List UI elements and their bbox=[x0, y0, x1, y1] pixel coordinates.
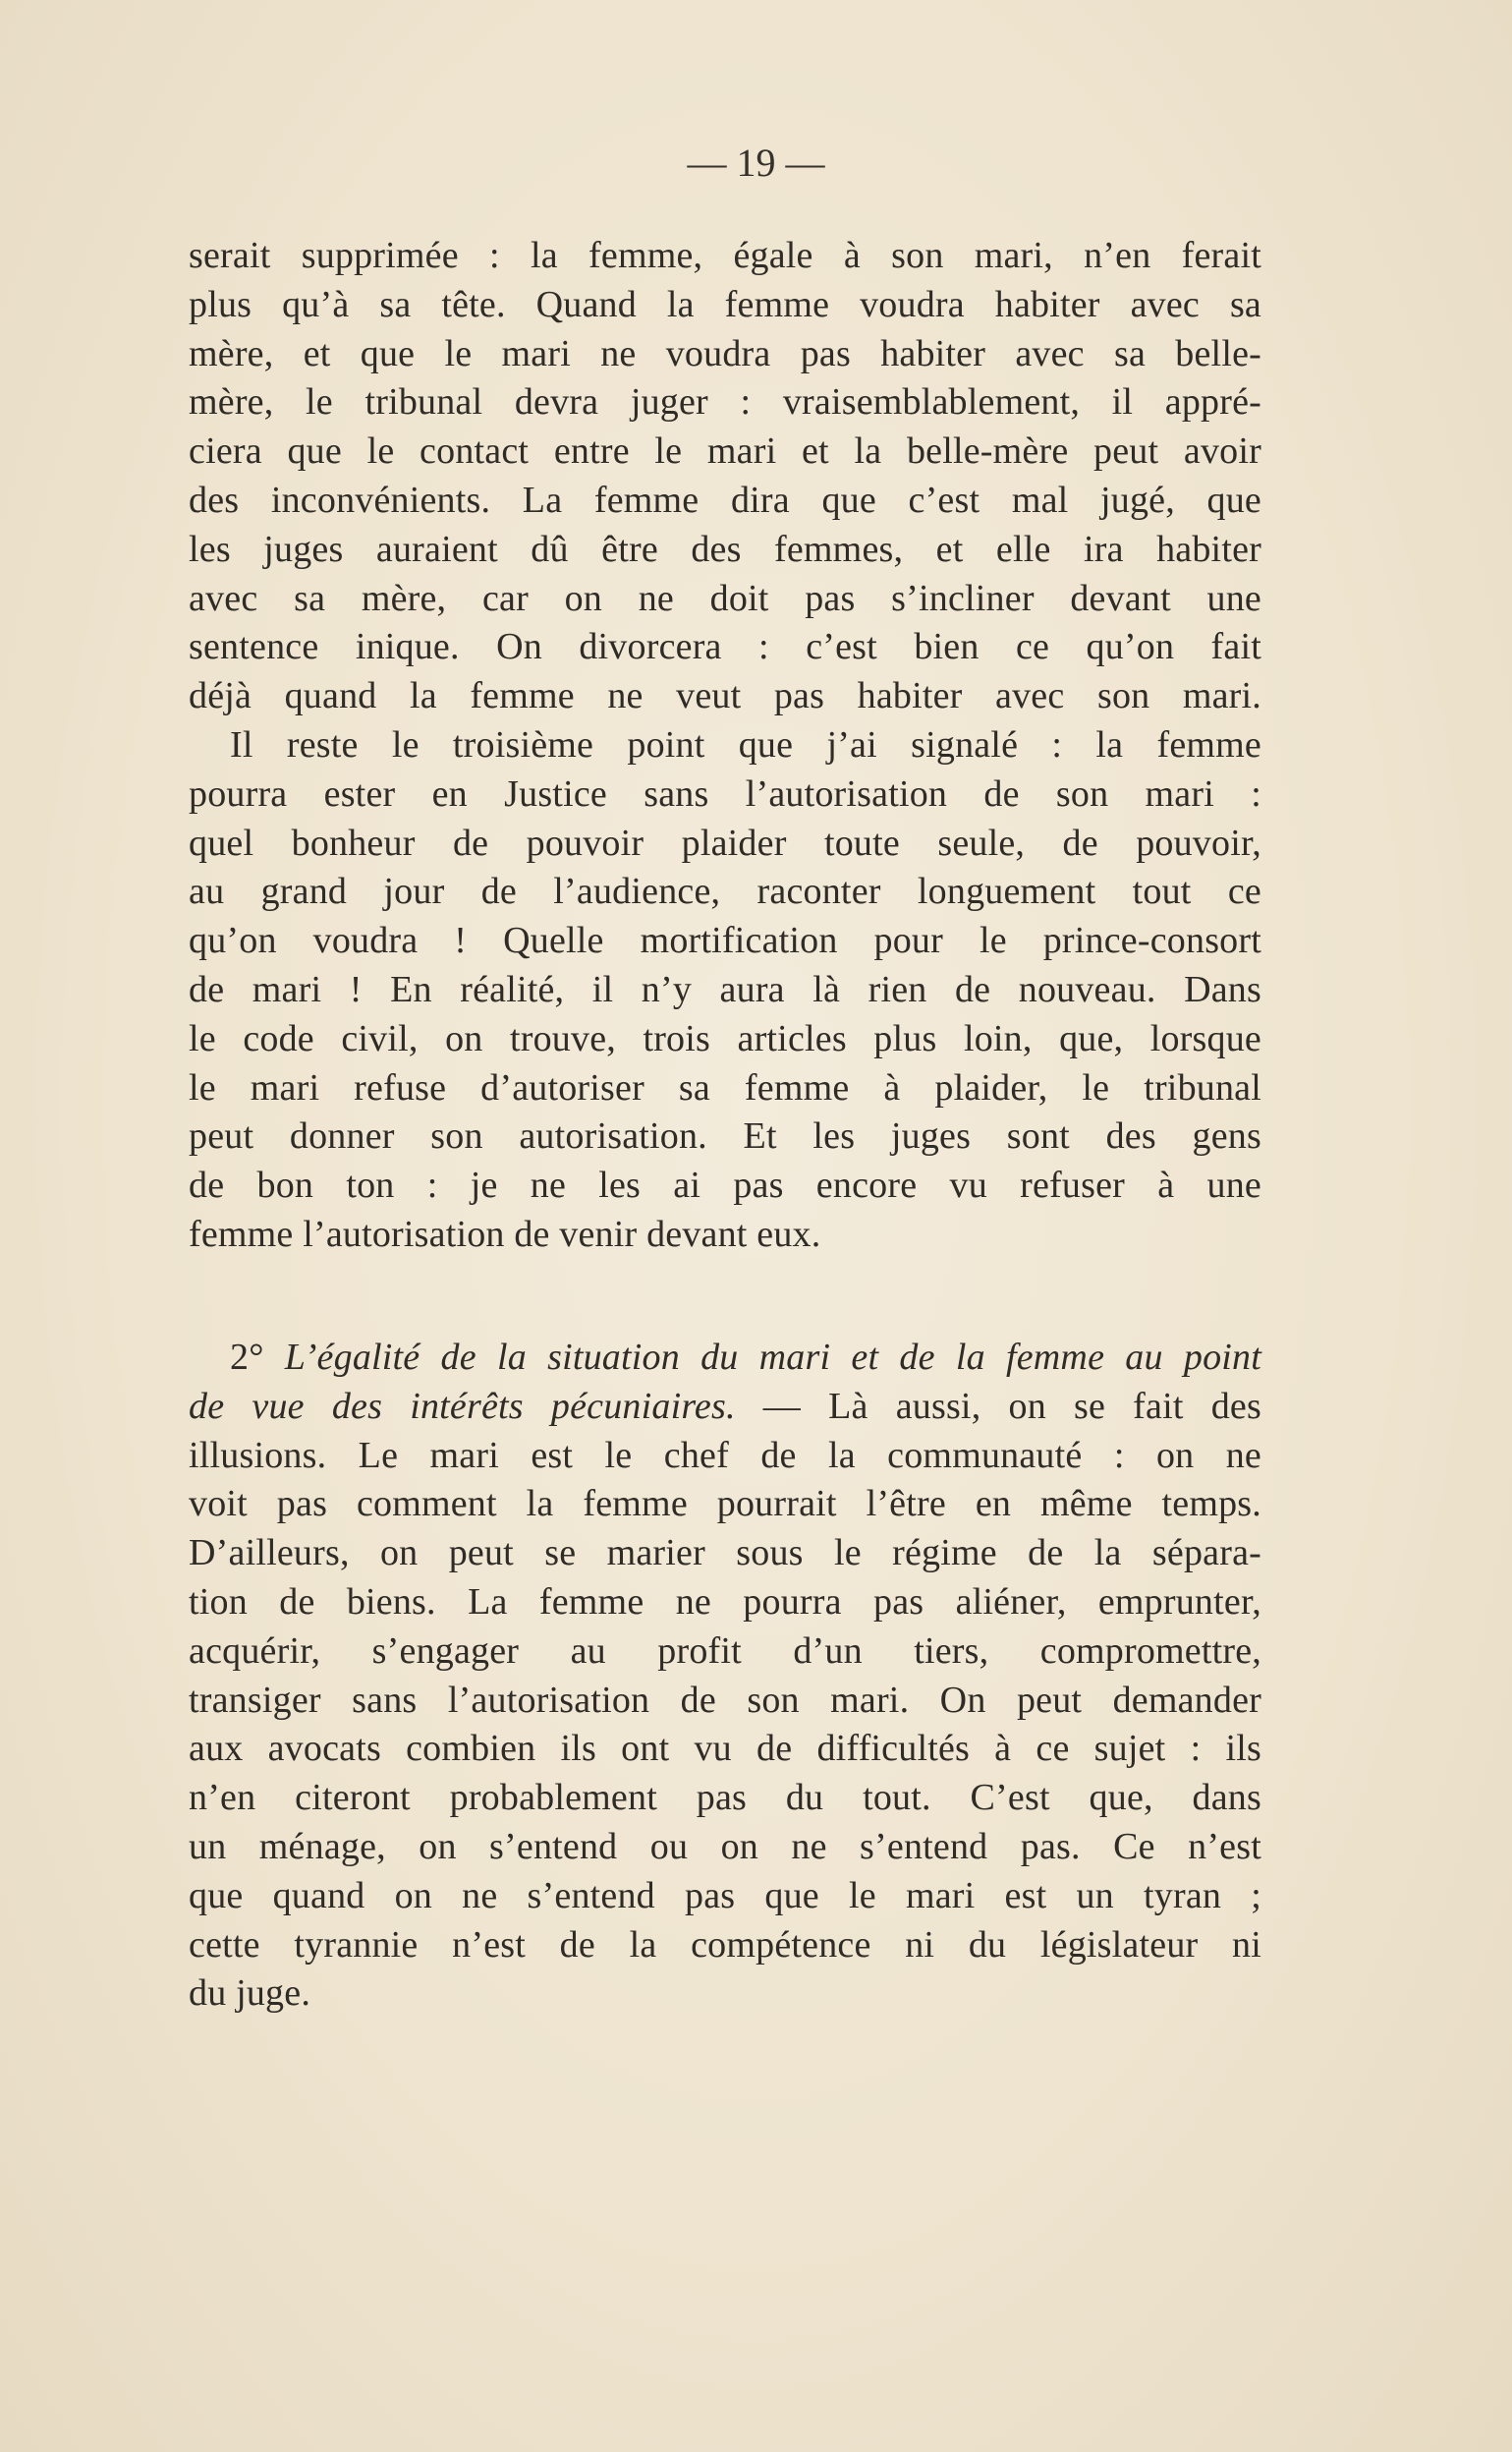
paragraph-2 bbox=[189, 721, 1261, 1260]
text-line: transiger sans l’autorisation de son mari. On peut demander bbox=[189, 1679, 1261, 1721]
text-line: Il reste le troisième point que j’ai signalé : la femme bbox=[230, 723, 1261, 766]
text-line: déjà quand la femme ne veut pas habiter avec son mari. bbox=[189, 675, 1261, 717]
text-line: aux avocats combien ils ont vu de difficultés à ce sujet : ils bbox=[189, 1728, 1261, 1770]
text-line: des inconvénients. La femme dira que c’est mal jugé, que bbox=[189, 479, 1261, 521]
text-line: ciera que le contact entre le mari et la belle-mère peut avoir bbox=[189, 430, 1261, 473]
text-line: au grand jour de l’audience, raconter longuement tout ce bbox=[189, 871, 1261, 913]
text-line: acquérir, s’engager au profit d’un tiers, compromettre, bbox=[189, 1629, 1261, 1672]
text-block-bottom bbox=[189, 1334, 1261, 2019]
text-line: mère, le tribunal devra juger : vraisemblablement, il appré- bbox=[189, 381, 1261, 424]
text-line: mère, et que le mari ne voudra pas habiter avec sa belle- bbox=[189, 332, 1261, 374]
text-line: quel bonheur de pouvoir plaider toute seule, de pouvoir, bbox=[189, 822, 1261, 864]
text-block-top bbox=[189, 232, 1261, 1260]
text-line: tion de biens. La femme ne pourra pas aliéner, emprunter, bbox=[189, 1580, 1261, 1623]
text-line: avec sa mère, car on ne doit pas s’incliner devant une bbox=[189, 577, 1261, 619]
text-line: le code civil, on trouve, trois articles plus loin, que, lorsque bbox=[189, 1017, 1261, 1059]
text-line: les juges auraient dû être des femmes, et elle ira habiter bbox=[189, 528, 1261, 570]
text-line: D’ailleurs, on peut se marier sous le régime de la sépara- bbox=[189, 1532, 1261, 1574]
paragraph-1 bbox=[189, 232, 1261, 721]
text-line: que quand on ne s’entend pas que le mari est un tyran ; bbox=[189, 1874, 1261, 1916]
section-heading-italic: de vue des intérêts pécuniaires. bbox=[189, 1385, 736, 1427]
section-heading-line bbox=[189, 1383, 1261, 1432]
paragraph-3 bbox=[189, 1334, 1261, 2019]
text-line: de bon ton : je ne les ai pas encore vu refuser à une bbox=[189, 1165, 1261, 1207]
section-heading-tail: — Là aussi, on se fait des bbox=[735, 1385, 1261, 1427]
text-line: peut donner son autorisation. Et les juges sont des gens bbox=[189, 1115, 1261, 1158]
text-line: du juge. bbox=[189, 1972, 311, 2015]
section-number: 2° bbox=[230, 1337, 264, 1378]
text-line: le mari refuse d’autoriser sa femme à plaider, le tribunal bbox=[189, 1066, 1261, 1109]
text-line: femme l’autorisation de venir devant eux. bbox=[189, 1213, 821, 1255]
text-line: illusions. Le mari est le chef de la communauté : on ne bbox=[189, 1434, 1261, 1476]
section-heading-italic: L’égalité de la situation du mari et de la femme au point bbox=[284, 1337, 1261, 1378]
text-line: pourra ester en Justice sans l’autorisation de son mari : bbox=[189, 772, 1261, 815]
text-line: plus qu’à sa tête. Quand la femme voudra habiter avec sa bbox=[189, 283, 1261, 325]
text-line: de mari ! En réalité, il n’y aura là rien de nouveau. Dans bbox=[189, 968, 1261, 1010]
section-heading-line bbox=[189, 1334, 1261, 1383]
text-line: n’en citeront probablement pas du tout. C’est que, dans bbox=[189, 1777, 1261, 1819]
page-number: — 19 — bbox=[687, 141, 825, 185]
text-line: serait supprimée : la femme, égale à son mari, n’en ferait bbox=[189, 235, 1261, 276]
text-line: qu’on voudra ! Quelle mortification pour le prince-consort bbox=[189, 920, 1261, 962]
text-line: cette tyrannie n’est de la compétence ni du législateur ni bbox=[189, 1923, 1261, 1966]
text-line: un ménage, on s’entend ou on ne s’entend pas. Ce n’est bbox=[189, 1825, 1261, 1867]
text-line: sentence inique. On divorcera : c’est bien ce qu’on fait bbox=[189, 626, 1261, 668]
text-line: voit pas comment la femme pourrait l’être en même temps. bbox=[189, 1483, 1261, 1525]
